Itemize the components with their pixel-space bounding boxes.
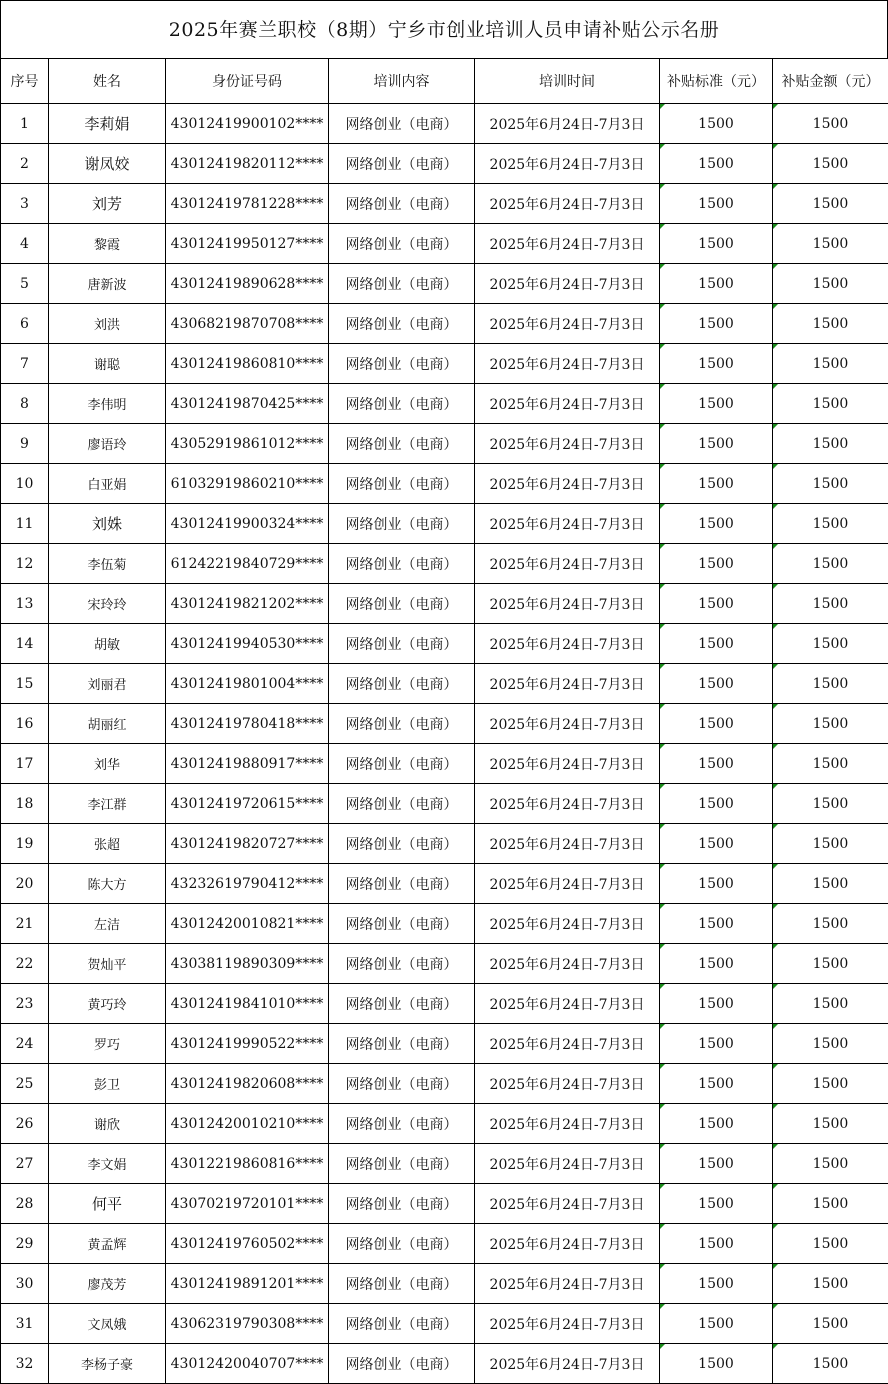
cell-subsidy-standard: 1500: [660, 104, 773, 144]
cell-subsidy-amount: 1500: [773, 944, 888, 984]
cell-name: 李伟明: [49, 384, 166, 424]
cell-serial-number: 24: [1, 1024, 49, 1064]
cell-subsidy-amount: 1500: [773, 464, 888, 504]
cell-training-content: 网络创业（电商）: [329, 1024, 475, 1064]
cell-id-number: 43012419890628****: [166, 264, 329, 304]
cell-id-number: 43070219720101****: [166, 1184, 329, 1224]
cell-serial-number: 21: [1, 904, 49, 944]
table-row: [1, 784, 888, 824]
cell-training-time: 2025年6月24日-7月3日: [475, 544, 660, 584]
cell-subsidy-standard: 1500: [660, 1344, 773, 1384]
cell-name: 谢聪: [49, 344, 166, 384]
cell-subsidy-amount: 1500: [773, 424, 888, 464]
cell-training-content: 网络创业（电商）: [329, 704, 475, 744]
cell-subsidy-amount: 1500: [773, 1064, 888, 1104]
table-row: [1, 624, 888, 664]
cell-name: 陈大方: [49, 864, 166, 904]
cell-training-time: 2025年6月24日-7月3日: [475, 344, 660, 384]
cell-subsidy-amount: 1500: [773, 264, 888, 304]
header-training-time: 培训时间: [475, 59, 660, 104]
cell-subsidy-amount: 1500: [773, 624, 888, 664]
cell-training-time: 2025年6月24日-7月3日: [475, 184, 660, 224]
cell-subsidy-amount: 1500: [773, 184, 888, 224]
cell-training-time: 2025年6月24日-7月3日: [475, 824, 660, 864]
cell-training-content: 网络创业（电商）: [329, 944, 475, 984]
table-row: [1, 464, 888, 504]
table-row: [1, 944, 888, 984]
cell-name: 罗巧: [49, 1024, 166, 1064]
table-row: [1, 1104, 888, 1144]
cell-subsidy-standard: 1500: [660, 184, 773, 224]
cell-training-time: 2025年6月24日-7月3日: [475, 384, 660, 424]
cell-subsidy-amount: 1500: [773, 1264, 888, 1304]
cell-subsidy-standard: 1500: [660, 1224, 773, 1264]
cell-subsidy-amount: 1500: [773, 1024, 888, 1064]
cell-name: 廖茂芳: [49, 1264, 166, 1304]
cell-serial-number: 14: [1, 624, 49, 664]
cell-serial-number: 15: [1, 664, 49, 704]
cell-subsidy-amount: 1500: [773, 584, 888, 624]
cell-subsidy-amount: 1500: [773, 144, 888, 184]
cell-training-content: 网络创业（电商）: [329, 144, 475, 184]
cell-training-content: 网络创业（电商）: [329, 344, 475, 384]
cell-name: 胡丽红: [49, 704, 166, 744]
cell-subsidy-amount: 1500: [773, 824, 888, 864]
cell-serial-number: 13: [1, 584, 49, 624]
header-training-content: 培训内容: [329, 59, 475, 104]
cell-serial-number: 20: [1, 864, 49, 904]
cell-subsidy-standard: 1500: [660, 304, 773, 344]
cell-training-time: 2025年6月24日-7月3日: [475, 744, 660, 784]
cell-training-content: 网络创业（电商）: [329, 744, 475, 784]
cell-name: 张超: [49, 824, 166, 864]
cell-id-number: 43012419780418****: [166, 704, 329, 744]
cell-serial-number: 5: [1, 264, 49, 304]
cell-name: 谢凤姣: [49, 144, 166, 184]
table-header-row: [1, 59, 888, 104]
cell-training-content: 网络创业（电商）: [329, 264, 475, 304]
cell-training-content: 网络创业（电商）: [329, 184, 475, 224]
cell-name: 黄巧玲: [49, 984, 166, 1024]
cell-id-number: 43012419820112****: [166, 144, 329, 184]
cell-training-content: 网络创业（电商）: [329, 424, 475, 464]
table-row: [1, 184, 888, 224]
cell-id-number: 43012419880917****: [166, 744, 329, 784]
cell-serial-number: 18: [1, 784, 49, 824]
cell-serial-number: 25: [1, 1064, 49, 1104]
cell-training-time: 2025年6月24日-7月3日: [475, 1304, 660, 1344]
cell-subsidy-standard: 1500: [660, 744, 773, 784]
cell-subsidy-amount: 1500: [773, 1224, 888, 1264]
cell-subsidy-amount: 1500: [773, 544, 888, 584]
cell-subsidy-standard: 1500: [660, 824, 773, 864]
cell-name: 刘姝: [49, 504, 166, 544]
table-row: [1, 1144, 888, 1184]
cell-training-time: 2025年6月24日-7月3日: [475, 944, 660, 984]
cell-id-number: 43012419870425****: [166, 384, 329, 424]
cell-id-number: 43012419720615****: [166, 784, 329, 824]
cell-training-content: 网络创业（电商）: [329, 1344, 475, 1384]
header-serial-number: 序号: [1, 59, 49, 104]
cell-serial-number: 1: [1, 104, 49, 144]
cell-id-number: 43012419841010****: [166, 984, 329, 1024]
cell-subsidy-standard: 1500: [660, 704, 773, 744]
cell-training-content: 网络创业（电商）: [329, 664, 475, 704]
cell-subsidy-standard: 1500: [660, 544, 773, 584]
cell-subsidy-amount: 1500: [773, 984, 888, 1024]
table-row: [1, 504, 888, 544]
cell-subsidy-standard: 1500: [660, 464, 773, 504]
cell-training-content: 网络创业（电商）: [329, 864, 475, 904]
cell-name: 刘丽君: [49, 664, 166, 704]
table-row: [1, 384, 888, 424]
table-row: [1, 984, 888, 1024]
cell-subsidy-standard: 1500: [660, 1304, 773, 1344]
table-row: [1, 1024, 888, 1064]
cell-serial-number: 23: [1, 984, 49, 1024]
cell-name: 何平: [49, 1184, 166, 1224]
cell-name: 李江群: [49, 784, 166, 824]
cell-name: 白亚娟: [49, 464, 166, 504]
cell-serial-number: 29: [1, 1224, 49, 1264]
cell-id-number: 43012419950127****: [166, 224, 329, 264]
cell-id-number: 43012419821202****: [166, 584, 329, 624]
cell-name: 刘芳: [49, 184, 166, 224]
cell-serial-number: 31: [1, 1304, 49, 1344]
cell-subsidy-standard: 1500: [660, 984, 773, 1024]
cell-training-content: 网络创业（电商）: [329, 584, 475, 624]
table-row: [1, 1264, 888, 1304]
cell-subsidy-standard: 1500: [660, 584, 773, 624]
cell-training-content: 网络创业（电商）: [329, 544, 475, 584]
cell-subsidy-amount: 1500: [773, 1184, 888, 1224]
cell-serial-number: 30: [1, 1264, 49, 1304]
cell-subsidy-amount: 1500: [773, 1144, 888, 1184]
cell-training-time: 2025年6月24日-7月3日: [475, 304, 660, 344]
cell-serial-number: 22: [1, 944, 49, 984]
cell-id-number: 43012420040707****: [166, 1344, 329, 1384]
cell-training-time: 2025年6月24日-7月3日: [475, 224, 660, 264]
table-row: [1, 304, 888, 344]
cell-training-content: 网络创业（电商）: [329, 1144, 475, 1184]
cell-subsidy-standard: 1500: [660, 904, 773, 944]
cell-subsidy-amount: 1500: [773, 744, 888, 784]
cell-id-number: 43232619790412****: [166, 864, 329, 904]
cell-id-number: 43012419820608****: [166, 1064, 329, 1104]
cell-serial-number: 8: [1, 384, 49, 424]
cell-subsidy-amount: 1500: [773, 104, 888, 144]
cell-subsidy-amount: 1500: [773, 304, 888, 344]
cell-id-number: 43012419801004****: [166, 664, 329, 704]
cell-subsidy-amount: 1500: [773, 224, 888, 264]
cell-name: 谢欣: [49, 1104, 166, 1144]
cell-training-time: 2025年6月24日-7月3日: [475, 704, 660, 744]
cell-id-number: 43012419900102****: [166, 104, 329, 144]
cell-training-time: 2025年6月24日-7月3日: [475, 1024, 660, 1064]
cell-training-content: 网络创业（电商）: [329, 464, 475, 504]
cell-subsidy-standard: 1500: [660, 224, 773, 264]
cell-serial-number: 16: [1, 704, 49, 744]
cell-id-number: 43012419860810****: [166, 344, 329, 384]
cell-name: 宋玲玲: [49, 584, 166, 624]
cell-training-time: 2025年6月24日-7月3日: [475, 664, 660, 704]
cell-serial-number: 2: [1, 144, 49, 184]
cell-subsidy-amount: 1500: [773, 864, 888, 904]
cell-name: 文凤娥: [49, 1304, 166, 1344]
table-row: [1, 264, 888, 304]
table-row: [1, 1344, 888, 1384]
table-row: [1, 104, 888, 144]
cell-name: 左洁: [49, 904, 166, 944]
cell-training-content: 网络创业（电商）: [329, 304, 475, 344]
table-row: [1, 864, 888, 904]
cell-training-time: 2025年6月24日-7月3日: [475, 584, 660, 624]
header-name: 姓名: [49, 59, 166, 104]
cell-subsidy-standard: 1500: [660, 344, 773, 384]
cell-subsidy-amount: 1500: [773, 384, 888, 424]
cell-training-time: 2025年6月24日-7月3日: [475, 464, 660, 504]
header-subsidy-standard: 补贴标准（元）: [660, 59, 773, 104]
cell-training-time: 2025年6月24日-7月3日: [475, 864, 660, 904]
header-subsidy-amount: 补贴金额（元）: [773, 59, 888, 104]
cell-serial-number: 10: [1, 464, 49, 504]
cell-training-content: 网络创业（电商）: [329, 504, 475, 544]
cell-subsidy-standard: 1500: [660, 384, 773, 424]
cell-subsidy-amount: 1500: [773, 1304, 888, 1344]
cell-training-time: 2025年6月24日-7月3日: [475, 144, 660, 184]
cell-training-time: 2025年6月24日-7月3日: [475, 1104, 660, 1144]
cell-training-content: 网络创业（电商）: [329, 1224, 475, 1264]
table-row: [1, 1064, 888, 1104]
cell-id-number: 43052919861012****: [166, 424, 329, 464]
cell-training-time: 2025年6月24日-7月3日: [475, 104, 660, 144]
cell-subsidy-standard: 1500: [660, 1184, 773, 1224]
cell-subsidy-standard: 1500: [660, 864, 773, 904]
cell-serial-number: 28: [1, 1184, 49, 1224]
cell-id-number: 43012219860816****: [166, 1144, 329, 1184]
cell-name: 李莉娟: [49, 104, 166, 144]
cell-name: 廖语玲: [49, 424, 166, 464]
table-row: [1, 1184, 888, 1224]
cell-training-time: 2025年6月24日-7月3日: [475, 1264, 660, 1304]
cell-subsidy-standard: 1500: [660, 504, 773, 544]
cell-subsidy-amount: 1500: [773, 1344, 888, 1384]
cell-name: 贺灿平: [49, 944, 166, 984]
cell-subsidy-amount: 1500: [773, 664, 888, 704]
cell-subsidy-standard: 1500: [660, 784, 773, 824]
cell-training-time: 2025年6月24日-7月3日: [475, 624, 660, 664]
cell-training-time: 2025年6月24日-7月3日: [475, 264, 660, 304]
cell-training-time: 2025年6月24日-7月3日: [475, 1144, 660, 1184]
cell-name: 李文娟: [49, 1144, 166, 1184]
cell-subsidy-standard: 1500: [660, 144, 773, 184]
cell-id-number: 43012419760502****: [166, 1224, 329, 1264]
cell-serial-number: 7: [1, 344, 49, 384]
cell-id-number: 43038119890309****: [166, 944, 329, 984]
cell-id-number: 43012419891201****: [166, 1264, 329, 1304]
cell-subsidy-standard: 1500: [660, 1064, 773, 1104]
cell-training-content: 网络创业（电商）: [329, 824, 475, 864]
cell-id-number: 43062319790308****: [166, 1304, 329, 1344]
cell-serial-number: 12: [1, 544, 49, 584]
cell-training-content: 网络创业（电商）: [329, 1104, 475, 1144]
cell-training-content: 网络创业（电商）: [329, 1064, 475, 1104]
table-row: [1, 344, 888, 384]
cell-serial-number: 11: [1, 504, 49, 544]
cell-training-content: 网络创业（电商）: [329, 384, 475, 424]
cell-id-number: 43068219870708****: [166, 304, 329, 344]
cell-id-number: 61242219840729****: [166, 544, 329, 584]
table-row: [1, 904, 888, 944]
cell-name: 刘洪: [49, 304, 166, 344]
table-row: [1, 704, 888, 744]
cell-id-number: 61032919860210****: [166, 464, 329, 504]
cell-id-number: 43012420010210****: [166, 1104, 329, 1144]
cell-name: 刘华: [49, 744, 166, 784]
cell-serial-number: 6: [1, 304, 49, 344]
cell-name: 彭卫: [49, 1064, 166, 1104]
cell-subsidy-standard: 1500: [660, 1024, 773, 1064]
cell-training-time: 2025年6月24日-7月3日: [475, 504, 660, 544]
table-row: [1, 664, 888, 704]
cell-training-content: 网络创业（电商）: [329, 984, 475, 1024]
cell-serial-number: 4: [1, 224, 49, 264]
cell-training-content: 网络创业（电商）: [329, 904, 475, 944]
cell-serial-number: 9: [1, 424, 49, 464]
cell-training-content: 网络创业（电商）: [329, 624, 475, 664]
table-row: [1, 224, 888, 264]
table-row: [1, 424, 888, 464]
cell-subsidy-standard: 1500: [660, 624, 773, 664]
cell-subsidy-amount: 1500: [773, 904, 888, 944]
cell-serial-number: 3: [1, 184, 49, 224]
cell-training-time: 2025年6月24日-7月3日: [475, 1344, 660, 1384]
cell-subsidy-standard: 1500: [660, 944, 773, 984]
cell-name: 李伍菊: [49, 544, 166, 584]
table-row: [1, 584, 888, 624]
cell-training-content: 网络创业（电商）: [329, 1184, 475, 1224]
table-row: [1, 144, 888, 184]
cell-training-time: 2025年6月24日-7月3日: [475, 1184, 660, 1224]
cell-subsidy-amount: 1500: [773, 704, 888, 744]
cell-training-content: 网络创业（电商）: [329, 1304, 475, 1344]
cell-subsidy-amount: 1500: [773, 504, 888, 544]
header-id-number: 身份证号码: [166, 59, 329, 104]
cell-training-content: 网络创业（电商）: [329, 1264, 475, 1304]
cell-subsidy-amount: 1500: [773, 1104, 888, 1144]
cell-name: 黎霞: [49, 224, 166, 264]
cell-training-time: 2025年6月24日-7月3日: [475, 1064, 660, 1104]
cell-name: 胡敏: [49, 624, 166, 664]
table-row: [1, 824, 888, 864]
cell-subsidy-standard: 1500: [660, 264, 773, 304]
cell-training-time: 2025年6月24日-7月3日: [475, 424, 660, 464]
table-row: [1, 1224, 888, 1264]
cell-id-number: 43012419900324****: [166, 504, 329, 544]
cell-training-time: 2025年6月24日-7月3日: [475, 904, 660, 944]
cell-serial-number: 19: [1, 824, 49, 864]
cell-training-content: 网络创业（电商）: [329, 784, 475, 824]
cell-training-content: 网络创业（电商）: [329, 224, 475, 264]
table-row: [1, 544, 888, 584]
cell-subsidy-amount: 1500: [773, 784, 888, 824]
table-row: [1, 744, 888, 784]
cell-subsidy-standard: 1500: [660, 664, 773, 704]
cell-subsidy-amount: 1500: [773, 344, 888, 384]
table-body: [1, 104, 888, 1384]
cell-training-time: 2025年6月24日-7月3日: [475, 1224, 660, 1264]
cell-name: 李杨子豪: [49, 1344, 166, 1384]
cell-id-number: 43012419990522****: [166, 1024, 329, 1064]
cell-serial-number: 17: [1, 744, 49, 784]
page-title: 2025年赛兰职校（8期）宁乡市创业培训人员申请补贴公示名册: [0, 0, 888, 58]
cell-id-number: 43012420010821****: [166, 904, 329, 944]
cell-subsidy-standard: 1500: [660, 1264, 773, 1304]
cell-training-time: 2025年6月24日-7月3日: [475, 784, 660, 824]
cell-id-number: 43012419781228****: [166, 184, 329, 224]
cell-serial-number: 27: [1, 1144, 49, 1184]
cell-name: 黄孟辉: [49, 1224, 166, 1264]
cell-id-number: 43012419940530****: [166, 624, 329, 664]
table-row: [1, 1304, 888, 1344]
cell-serial-number: 32: [1, 1344, 49, 1384]
cell-training-content: 网络创业（电商）: [329, 104, 475, 144]
cell-subsidy-standard: 1500: [660, 424, 773, 464]
cell-id-number: 43012419820727****: [166, 824, 329, 864]
cell-subsidy-standard: 1500: [660, 1104, 773, 1144]
cell-subsidy-standard: 1500: [660, 1144, 773, 1184]
cell-training-time: 2025年6月24日-7月3日: [475, 984, 660, 1024]
cell-name: 唐新波: [49, 264, 166, 304]
cell-serial-number: 26: [1, 1104, 49, 1144]
subsidy-table: [0, 58, 888, 1384]
